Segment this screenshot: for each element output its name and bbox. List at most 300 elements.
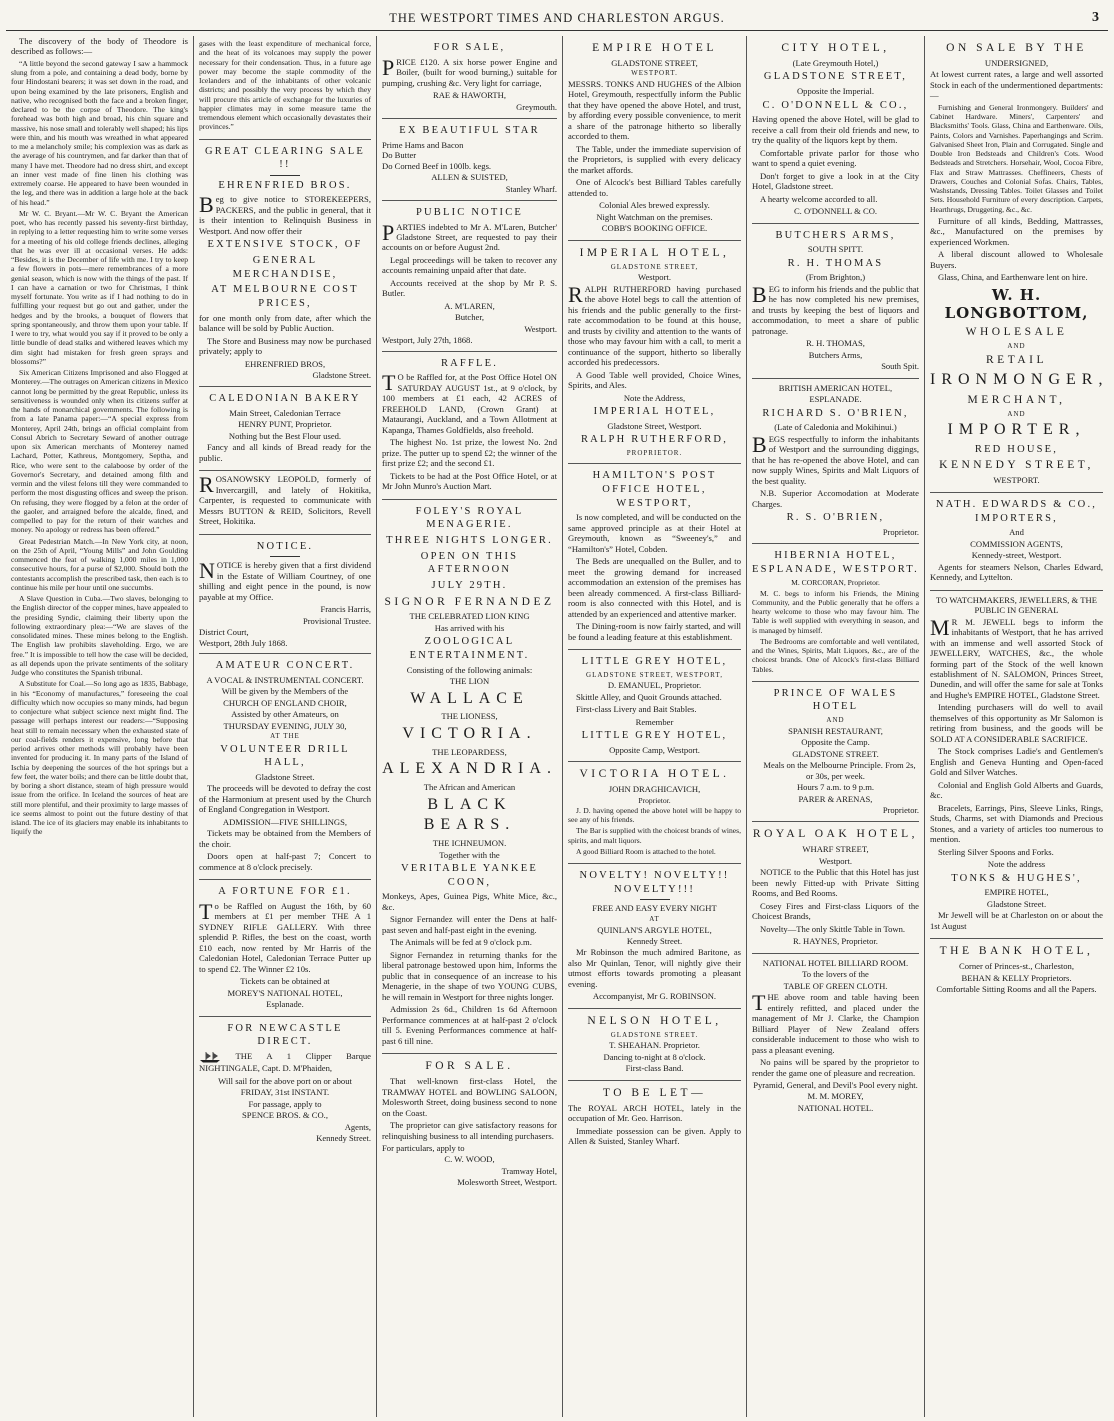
ad-line: SPENCE BROS. & CO., xyxy=(242,1110,328,1121)
ad-body: Tickets to be had at the Post Office Hotel, or at Mr John Munro's Auction Mart. xyxy=(382,470,557,492)
ad-line: D. EMANUEL, Proprietor. xyxy=(607,680,702,691)
page-number: 3 xyxy=(1092,10,1100,25)
ad-body: Tickets may be obtained from the Members of the choir. xyxy=(199,828,371,849)
ad-little-grey-hotel xyxy=(568,650,741,762)
ad-line: Westport, 28th July 1868. xyxy=(199,637,288,648)
ad-body: The Beds are unequalled on the Buller, and to meet the growing demand for increased accommodation an extension of the premises has been already commenced. A first-class Billiard-room is also connected with this Hotel, and is attended by an experienced and attentive marker. xyxy=(568,556,741,619)
ad-line: QUINLAN'S ARGYLE HOTEL, xyxy=(597,924,712,935)
ad-line: BLACK BEARS. xyxy=(423,795,516,834)
ad-line: IMPERIAL HOTEL, xyxy=(593,406,716,418)
ad-notice-dividend xyxy=(199,535,371,654)
ad-line: PROPRIETOR. xyxy=(626,448,683,457)
ad-line: And xyxy=(1009,527,1024,538)
divider xyxy=(640,899,670,900)
ad-hibernia-hotel xyxy=(752,544,919,682)
ad-victoria-hotel xyxy=(568,762,741,864)
ad-line: Colonial Ales brewed expressly. xyxy=(599,200,710,211)
ad-text: THE A 1 Clipper Barque NIGHTINGALE, Capt. D. M'Phaiden, xyxy=(199,1051,371,1074)
ad-menagerie xyxy=(382,500,557,1054)
ad-line: GLADSTONE STREET, xyxy=(610,262,699,271)
ad-line: THE ICHNEUMON. xyxy=(432,838,507,849)
ad-body: Signor Fernandez will enter the Dens at half-past seven and half-past eight in the evening. xyxy=(382,914,557,935)
ad-line: For passage, apply to xyxy=(248,1098,322,1109)
ad-title: RAFFLE. xyxy=(440,357,499,369)
column-1 xyxy=(6,36,194,1417)
ad-beautiful-star xyxy=(382,119,557,201)
ad-body: BEGS respectfully to inform the inhabitants of Westport and the surrounding diggings, that he has re-opened the above Hotel, and can now supply Wines, Spirits and Malt Liquors of the best quality. xyxy=(752,431,919,486)
ad-longbottom xyxy=(930,36,1108,493)
ad-raffle xyxy=(382,352,557,500)
ad-body: Colonial and English Gold Alberts and Guards, &c. xyxy=(930,779,1103,801)
ad-signature: EHRENFRIED BROS, xyxy=(244,358,326,369)
ad-line: KENNEDY STREET, xyxy=(939,459,1094,472)
ad-line: GLADSTONE STREET, WESTPORT, xyxy=(586,670,723,679)
ad-title: THE BANK HOTEL, xyxy=(939,945,1094,958)
ad-body: Intending purchasers will do well to avail themselves of this opportunity as Mr Salomon is retiring from business, and the goods will be SOLD AT A CONSIDERABLE SACRIFICE. xyxy=(930,702,1103,744)
ad-body xyxy=(199,1051,371,1074)
ad-body: ROSANOWSKY LEOPOLD, formerly of Invercargill, and lately of Hokitika, Carpenter, is requested to communicate with Messrs BUTTON & REID, Solicitors, Revell Street, Hokitika. xyxy=(199,472,371,527)
ad-body: MR M. JEWELL begs to inform the inhabitants of Westport, that he has arrived with an immense and well assorted Stock of JEWELLERY, WATCHES, &c., the whole forming part of the Stock of the well known establishment of N. SALOMON, Princes Street, Dunedin, and will offer the same for sale at Tonks and Hughe's EMPIRE HOTEL, Gladstone Street. xyxy=(930,614,1103,700)
ad-body: J. D. having opened the above hotel will be happy to see any of his friends. xyxy=(568,805,741,825)
article-bryant: Mr W. C. Bryant.—Mr W. C. Bryant the American poet, who has recently passed his seventy-first birthday, in replying to a letter requesting him to write some verses for a meeting of his old college friends declines, alleging that he was ever ill at occasional verses. He adds: “Besides, it is the December of life with me. I try to keep a few flowers in pots—mere remembrances of a more genial season, which is now with the things of the past. If I can have a carnation or two for Christmas, I think myself fortunate. You write as if I had nothing to do in fulfilling your request but go out and gather, under the hedges and by the brooks, a bouquet of flowers that spring spontaneously, and throw them upon your table. If I were to try, what would you say if it proved to be only a little bundle of dead stalks and withered leaves which my dim sight had mistaken for fresh green sprays and blossoms?” xyxy=(11,208,188,366)
ad-line: UNDERSIGNED, xyxy=(984,57,1049,68)
ad-line: THE LION xyxy=(449,676,490,687)
ad-signature: Westport. xyxy=(524,323,557,334)
ad-title: LITTLE GREY HOTEL, xyxy=(581,656,728,668)
ad-body: NOTICE to the Public that this Hotel has just been newly Fitted-up with Private Sitting Rooms, and Bed Rooms. xyxy=(752,867,919,899)
ad-body: Accounts received at the shop by Mr P. S. Butler. xyxy=(382,277,557,299)
ad-newcastle-ship xyxy=(199,1017,371,1149)
ad-line: AT THE xyxy=(270,732,300,741)
ad-body: The Animals will be fed at 9 o'clock p.m. xyxy=(390,937,532,948)
ad-signature: C. W. WOOD, xyxy=(444,1154,495,1165)
ad-title: ON SALE BY THE xyxy=(946,42,1087,54)
ad-for-sale-tramway xyxy=(382,1054,557,1194)
ad-signature: Tramway Hotel, xyxy=(501,1165,557,1176)
ad-line: Gladstone Street, Westport. xyxy=(607,420,702,431)
ad-line: RED HOUSE, xyxy=(974,443,1059,455)
ad-line: JULY 29TH. xyxy=(431,579,508,591)
ad-location: Stanley Wharf. xyxy=(505,183,557,194)
ad-title: NELSON HOTEL, xyxy=(587,1014,722,1027)
ad-line: Consisting of the following animals: xyxy=(406,664,533,675)
ad-signature: M. M. MOREY, xyxy=(807,1091,864,1102)
ad-body: N.B. Superior Accomodation at Moderate Charges. xyxy=(752,488,919,509)
ad-line: CHURCH OF ENGLAND CHOIR, xyxy=(223,697,347,708)
columns xyxy=(6,36,1108,1417)
ad-title: AMATEUR CONCERT. xyxy=(215,660,355,672)
ad-line: Opposite the Camp. xyxy=(801,737,870,748)
ad-title: EX BEAUTIFUL STAR xyxy=(399,124,540,136)
ad-line: FREE AND EASY EVERY NIGHT xyxy=(592,903,717,914)
ad-line: VERITABLE YANKEE COON, xyxy=(401,863,538,888)
ad-bank-hotel xyxy=(930,939,1103,1000)
divider xyxy=(270,556,300,557)
ad-line: Opposite the Imperial. xyxy=(796,86,875,97)
ad-body: The proceeds will be devoted to defray the cost of the Harmonium at present used by the Church of England Congregation in Westport. xyxy=(199,783,371,815)
ad-body: A hearty welcome accorded to all. xyxy=(760,193,878,204)
ad-for-sale-engine xyxy=(382,36,557,119)
ad-title: NATH. EDWARDS & CO., IMPORTERS, xyxy=(935,498,1098,524)
ad-title: TO WATCHMAKERS, JEWELLERS, & THE PUBLIC IN GENERAL xyxy=(936,594,1097,616)
article-theodore-body: “A little beyond the second gateway I saw a hammock slung from a pole, and containing a dead body, borne by four Hindostani bearers; it was set down in the road, and upon being examined by the late prisoners, English and native, who recognised both the face and a broken finger, declared to be the corpse of Theodore. The king's forehead was both high and broad, his chin square and massive, his nose small and tolerably well shaped; his lips were thin, and his mouth was wreathed in what appeared to me a melancholy smile; his complexion was as dark as the average of his countrymen, and far darker than that of many I have met. Theodore had no dress shirt, and except an inner vest made of fine linen his clothing was extremely coarse. He appeared to have been wounded in the leg, and there was in addition a large hole at the back of his head.” xyxy=(11,58,188,207)
ad-signature: Butcher, xyxy=(454,312,484,323)
ad-body: Mr Robinson the much admired Baritone, as also Mr Quinlan, Tenor, will nightly give their utmost efforts towards promoting a pleasant evening. xyxy=(568,947,741,989)
ad-signature: Francis Harris, xyxy=(320,604,371,615)
ad-line: FRIDAY, 31st INSTANT. xyxy=(240,1087,330,1098)
ad-line: Agents, xyxy=(344,1121,371,1132)
ad-body: The Bar is supplied with the choicest brands of wines, spirits, and malt liquors. xyxy=(568,826,741,845)
column-3 xyxy=(377,36,563,1417)
ad-body: Admission 2s 6d., Children 1s 6d Afternoon Performance commences at at half-past 2 o'clock till 5. Evening Performances commence at half-past 6 till nine. xyxy=(382,1004,557,1046)
ad-line: WESTPORT. xyxy=(631,69,678,78)
ad-body: The Stock comprises Ladie's and Gentlemen's English and Geneva Hunting and Open-faced Gold and Silver Watches. xyxy=(930,746,1103,778)
ad-line: First-class Band. xyxy=(625,1063,684,1074)
article-americans-flogged: Six American Citizens Imprisoned and also Flogged at Monterey.—The outrages on American citizens in Mexico cannot long be permitted by the great Republic, unless its sensitiveness is wounded only when its citizens suffer at the hands of monarchical governments. The following is from a late Panama paper:—“A special express from Monterey, April 24th, brings an official complaint from Consul Abrich to Secretary Seward of another outrage upon six American merchants of Monterey named Lachard, Potter, Kathreus, Montgomery, Septha, and Rice, who were sent to the calaboose by order of the Governor's Secretary, and detained among filth and vermin and the vilest felons till they were commanded to perform the most disgusting offices and sweep the prison. On refusing, they were flogged by a felon at the order of the gaoler, and arraigned before the alcalde, fined, and compelled to pay for the return of their watches and money. No apology or redress has been offered.” xyxy=(11,368,188,535)
ad-line: VOLUNTEER DRILL HALL, xyxy=(220,743,350,769)
ad-line: Kennedy-street, Westport. xyxy=(971,550,1062,561)
ad-line: The African and American xyxy=(423,782,516,793)
ad-to-be-let xyxy=(568,1081,741,1154)
ad-body: Furniture of all kinds, Bedding, Mattrasses, &c., Manufactured on the premises by experienced Workmen. xyxy=(930,215,1103,247)
ad-novelty xyxy=(568,864,741,1009)
ad-title: FOLEY'S ROYAL MENAGERIE. xyxy=(415,505,524,531)
ad-title: PRINCE OF WALES HOTEL xyxy=(773,687,898,713)
ad-body: PRICE £120. A six horse power Engine and Boiler, (built for wood burning,) suitable for pumping, crushing &c. Very light for carriage, xyxy=(382,54,557,88)
ad-line: Will be given by the Members of the xyxy=(221,686,349,697)
ad-body: Comfortable private parlor for those who want to spend a quiet evening. xyxy=(752,147,919,169)
ad-items: Furnishing and General Ironmongery. Builders' and Cabinet Hardware. Miners', Carpenters' and Blacksmiths' Tools. Glass, China and Earthenware. Oils, Paints, Colors and Varnishes. Paperhangings and Scrim. Galvanised Sheet Iron, Plain and Corrugated. Single and Double Iron Bedsteads and Children's Cots. Wood Bedsteads and Stretchers. Horsehair, Wool, Cocoa Fibre, Flax and Straw Mattrasses. Cheffineers, Chests of Drawers, Couches and Colonial Sofas. Chairs, Tables, Washstands, Dressing Tables. Toilet Glasses and Toilet Sets. Household Furniture of every description. Carpets, Hearthrugs, Druggeting, &c., &c. xyxy=(930,102,1103,214)
ad-line: Night Watchman on the premises. xyxy=(596,211,713,222)
ad-line: Esplanade. xyxy=(266,999,304,1010)
ad-body: for one month only from date, after which the balance will be sold by Public Auction. xyxy=(199,312,371,334)
ad-date: Westport, July 27th, 1868. xyxy=(382,335,473,346)
ad-body: Sterling Silver Spoons and Forks. xyxy=(938,846,1054,857)
article-coal-substitute: A Substitute for Coal.—So long ago as 1835, Babbage, in his “Economy of manufactures,” foreseeing the coal difficulty which now occupies so many minds, had begun to conjecture what subject science next might find. The passage will perhaps interest our readers:—“Supposing heat still to remain necessary when the exhausted state of our coal-fields renders it expensive, long before that period arrives other methods will probably have been invented for producing it. In many parts of the Island of Ischia by deepening the sources of the hot springs but a few feet, the water boils; and there can be little doubt that, by boring a short distance, steam of high pressure would issue from the orifice. In Iceland the sources of heat are still more plentiful, and their proximity to large masses of ice seems almost to point out the future destiny of that island. The ice of its glaciers may enable its inhabitants to liquify the xyxy=(11,679,188,837)
ad-body: THE above room and table having been entirely refitted, and placed under the management of Mr J. Clarke, the Champion Billiard Player of New Zealand offers considerable inducement to those who wish to pass a pleasant evening. xyxy=(752,990,919,1055)
ad-line: Accompanyist, Mr G. ROBINSON. xyxy=(592,991,717,1002)
ad-line: Gladstone Street. xyxy=(255,771,315,782)
ad-city-hotel xyxy=(752,36,919,224)
ad-fortune xyxy=(199,880,371,1016)
ad-line: Has arrived with his xyxy=(434,622,505,633)
ad-line: Together with the xyxy=(439,849,500,860)
ad-line: BEHAN & KELLY Proprietors. xyxy=(961,972,1072,983)
ad-title: NOVELTY! NOVELTY!! NOVELTY!!! xyxy=(579,870,730,895)
ad-line: Dancing to-night at 8 o'clock. xyxy=(603,1051,706,1062)
ad-signature: South Spit. xyxy=(881,361,919,372)
ad-butchers-arms xyxy=(752,224,919,379)
ad-line: Corner of Princes-st., Charleston, xyxy=(958,961,1075,972)
ad-body: Legal proceedings will be taken to recover any accounts remaining unpaid after that date. xyxy=(382,254,557,276)
ad-body: Immediate possession can be given. Apply to Allen & Suisted, Stanley Wharf. xyxy=(568,1125,741,1147)
ad-empire-hotel xyxy=(568,36,741,241)
ad-line: THE CELEBRATED LION KING xyxy=(409,611,530,622)
ad-title: VICTORIA HOTEL. xyxy=(579,768,730,781)
ad-body: BEG to inform his friends and the public that he has now completed his new premises, and trusts by keeping the best of liquors and accommodation, to meet a share of public patronage. xyxy=(752,281,919,336)
ad-title: CALEDONIAN BAKERY xyxy=(209,393,361,405)
ad-body: The highest No. 1st prize, the lowest No. 2nd prize. The putter up to spend £2; the winner of the first prize £2; and the second £1. xyxy=(382,437,557,469)
ad-body: Beg to give notice to STOREKEEPERS, PACKERS, and the public in general, that it is their intention to Relinquish Business in Westport. And now offer their xyxy=(199,192,371,236)
ad-body: PARTIES indebted to Mr A. M'Laren, Butcher' Gladstone Street, are requested to pay their accounts on or before August 2nd. xyxy=(382,219,557,253)
ad-line: C. O'DONNELL & CO., xyxy=(762,99,909,111)
ad-line: Nothing but the Best Flour used. xyxy=(228,430,342,441)
ad-title: GREAT CLEARING SALE !! xyxy=(204,145,366,171)
ad-line: ESPLANADE. xyxy=(809,394,862,405)
ad-line: Note the address xyxy=(987,859,1046,870)
ad-line: WHOLESALE xyxy=(965,326,1068,339)
ad-body: Glass, China, and Earthenware lent on hire. xyxy=(938,272,1088,283)
ad-line: TABLE OF GREEN CLOTH. xyxy=(783,980,888,991)
ad-body: The proprietor can give satisfactory reasons for relinquishing business to all intending purchasers. xyxy=(382,1120,557,1141)
ad-line: Tickets can be obtained at xyxy=(240,976,330,987)
ad-signature: A. M'LAREN, xyxy=(444,300,495,311)
ad-body: No pains will be spared by the proprietor to render the game one of pleasure and recreation. xyxy=(752,1057,919,1078)
ad-line: OPEN ON THIS AFTERNOON xyxy=(420,550,519,576)
ad-title: BRITISH AMERICAN HOTEL, xyxy=(778,382,893,393)
ad-title: HAMILTON'S POST OFFICE HOTEL, WESTPORT, xyxy=(592,470,717,509)
ad-line: AND xyxy=(1007,342,1026,351)
ad-body: At lowest current rates, a large and well assorted Stock in each of the undermentioned departments:— xyxy=(930,69,1103,101)
ad-line: GENERAL MERCHANDISE, xyxy=(232,255,338,280)
ad-line: Remember xyxy=(635,716,674,727)
ad-signature: Molesworth Street, Westport. xyxy=(457,1177,557,1188)
ad-signature: ALLEN & SUISTED, xyxy=(431,172,508,183)
ad-line: AND xyxy=(1007,409,1026,418)
ad-title: NOTICE. xyxy=(256,540,314,552)
masthead-title: THE WESTPORT TIMES AND CHARLESTON ARGUS. xyxy=(389,11,725,25)
ad-body: M. C. begs to inform his Friends, the Mining Community, and the Public generally that he offers a hearty welcome to those who may favour him. The Table is well supplied with everything in season, and is managed by himself. xyxy=(752,588,919,635)
ad-body: Fancy and all kinds of Bread ready for the public. xyxy=(199,442,371,463)
ad-imperial-hotel xyxy=(568,241,741,465)
article-pedestrian-match: Great Pedestrian Match.—In New York city, at noon, on the 25th of April, “Young Mills” and John Goulding commenced the feat of walking 1,000 miles in 1,000 consecutive hours, for a purse of $2,000. Should both the contestants accomplish the prescribed task, then each is to continue his mile per hour until one succumbs. xyxy=(11,536,188,592)
ad-amateur-concert xyxy=(199,654,371,880)
ad-line: THE LEOPARDESS, xyxy=(432,746,507,757)
ad-body: Bracelets, Earrings, Pins, Sleeve Links, Rings, Studs, Charms, set with Diamonds and Precious Stones, and a variety of articles too numerous to mention. xyxy=(930,802,1103,845)
ad-line: Do Corned Beef in 100lb. kegs. xyxy=(382,160,492,171)
longbottom-name: W. H. LONGBOTTOM, xyxy=(944,285,1089,323)
ad-line: AT MELBOURNE COST PRICES, xyxy=(211,284,359,309)
ad-line: LITTLE GREY HOTEL, xyxy=(581,730,728,742)
ad-line: IMPORTER, xyxy=(947,421,1086,439)
ad-signature: R. HAYNES, Proprietor. xyxy=(793,936,878,947)
ad-body: Doors open at half-past 7; Concert to commence at 8 o'clock precisely. xyxy=(199,851,371,872)
ad-body: Cosey Fires and First-class Liquors of the Choicest Brands, xyxy=(752,900,919,922)
ad-signature: R. S. O'BRIEN, xyxy=(786,512,885,524)
ad-body: MESSRS. TONKS AND HUGHES of the Albion Hotel, Greymouth, respectfully inform the Public that they have opened the above Hotel, and trust, by affording every possible convenience, to merit a share of the patronage hitherto so liberally accorded to them. xyxy=(568,78,741,142)
ad-public-notice xyxy=(382,201,557,352)
ad-line: Comfortable Sitting Rooms and all the Papers. xyxy=(936,984,1097,995)
column-5 xyxy=(747,36,925,1417)
ad-line: Westport. xyxy=(819,855,852,866)
ad-body: Mr Jewell will be at Charleston on or about the 1st August xyxy=(930,910,1103,931)
ad-line: District Court, xyxy=(199,627,249,638)
ad-line: Main Street, Caledonian Terrace xyxy=(229,407,341,418)
ad-line: COBB'S BOOKING OFFICE. xyxy=(601,223,708,234)
ad-title: FOR NEWCASTLE DIRECT. xyxy=(227,1022,343,1048)
ad-line: SIGNOR FERNANDEZ xyxy=(384,595,555,608)
ad-body: Having opened the above Hotel, will be glad to receive a call from their old friends and new, to try the quality of the liquors kept by them. xyxy=(752,114,919,146)
ad-line: IRONMONGER, xyxy=(930,370,1108,388)
ad-body: First-class Livery and Bait Stables. xyxy=(576,704,697,715)
ad-line: GLADSTONE STREET. xyxy=(792,748,879,759)
ad-title: A FORTUNE FOR £1. xyxy=(218,886,352,898)
ad-line: TONKS & HUGHES', xyxy=(951,872,1082,884)
ad-line: (Late Greymouth Hotel,) xyxy=(792,57,879,68)
ad-body: The Table, under the immediate supervision of the Proprietors, is supplied with every delicacy the market affords. xyxy=(568,143,741,175)
ad-body: The Store and Business may now be purchased privately; apply to xyxy=(199,335,371,357)
ad-line: A VOCAL & INSTRUMENTAL CONCERT. xyxy=(206,674,364,685)
ad-nelson-hotel xyxy=(568,1009,741,1081)
ad-line: Pyramid, General, and Devil's Pool every night. xyxy=(753,1080,918,1090)
ad-nath-edwards xyxy=(930,493,1103,591)
ad-signature: Proprietor. xyxy=(882,805,919,816)
ad-signature: Butchers Arms, xyxy=(808,349,863,360)
ad-line: VICTORIA. xyxy=(402,724,537,742)
ad-body: That well-known first-class Hotel, the TRAMWAY HOTEL and BOWLING SALOON, Molesworth Street, doing business second to none on the Coast. xyxy=(382,1076,557,1118)
ad-line: RETAIL xyxy=(986,353,1047,366)
ad-line: Opposite Camp, Westport. xyxy=(609,744,700,755)
ad-line: Gladstone Street. xyxy=(986,898,1047,909)
ad-line: HENRY PUNT, Proprietor. xyxy=(238,419,332,430)
ad-line: (From Brighton,) xyxy=(805,272,866,283)
ad-body: A Good Table well provided, Choice Wines, Spirits, and Ales. xyxy=(568,369,741,391)
ad-body: The ROYAL ARCH HOTEL, lately in the occupation of Mr. Geo. Harrison. xyxy=(568,1102,741,1124)
ad-line: THE LIONESS, xyxy=(441,711,498,722)
ad-line: EMPIRE HOTEL, xyxy=(984,887,1049,898)
ad-body: The Bedrooms are comfortable and well ventilated, and the Wines, Spirits, Malt Liquors, &c., are of the choicest brands. One of Alcock's first-class Billiard Tables. xyxy=(752,636,919,674)
ad-line: AT xyxy=(649,914,660,923)
ad-line: EXTENSIVE STOCK, OF xyxy=(207,239,363,251)
ad-clearing-sale xyxy=(199,140,371,388)
ad-title: HIBERNIA HOTEL, ESPLANADE, WESTPORT. xyxy=(752,550,919,575)
ad-line: SOUTH SPITT. xyxy=(807,244,864,255)
ad-line: THURSDAY EVENING, JULY 30, xyxy=(223,720,347,731)
ad-signature: NATIONAL HOTEL. xyxy=(797,1102,874,1113)
ad-line: Assisted by other Amateurs, on xyxy=(231,709,339,720)
ad-line: RICHARD S. O'BRIEN, xyxy=(762,407,909,419)
article-slave-question: A Slave Question in Cuba.—Two slaves, belonging to the English director of the copper mines, have appealed to the presiding Syndic, claiming their liberty upon the following extraordinary plea:—“We are slaves of the consolidated mines. These mines belong to the English. The English law prohibits slaveholding. Ergo, we are free.” It is impossible to tell how the case will be decided, as all depends upon the private sentiments of the solitary Judge who constitutes the Spanish tribunal. xyxy=(11,594,188,678)
masthead xyxy=(6,0,1108,31)
ad-body: TO be Raffled for, at the Post Office Hotel ON SATURDAY AUGUST 1st., at 9 o'clock, by 100 members at £1 each, 42 ACRES of FREEHOLD LAND, (Crown Grant) at Mataurangi, Auckland, and a Town Allotment at Kapanga, Thames Goldfields, also freehold. xyxy=(382,370,557,435)
ad-watchmakers xyxy=(930,591,1103,940)
ad-firm: EHRENFRIED BROS. xyxy=(218,179,352,191)
ad-prince-of-wales-hotel xyxy=(752,682,919,823)
column-6 xyxy=(925,36,1108,1417)
ad-line: ALEXANDRIA. xyxy=(382,760,557,778)
ad-body: Agents for steamers Nelson, Charles Edward, Kennedy, and Lyttelton. xyxy=(930,561,1103,583)
ad-line: For particulars, apply to xyxy=(382,1143,465,1153)
ad-body: A liberal discount allowed to Wholesale Buyers. xyxy=(930,249,1103,270)
article-coal-continued xyxy=(199,36,371,140)
ad-line: T. SHEAHAN. Proprietor. xyxy=(609,1040,700,1051)
ad-signature: RAE & HAWORTH, xyxy=(432,90,507,101)
ad-line: To the lovers of the xyxy=(802,969,869,980)
ad-body: RALPH RUTHERFORD having purchased the above Hotel begs to call the attention of his friends and the public generally to the first-rate accommodation to be found at this house, and trusts by civility and attention to the wants of those who may favour him with a call, to merit a continuance of the support, hitherto so liberally accorded his predecessors. xyxy=(568,281,741,368)
divider xyxy=(270,175,300,176)
ad-rosanowsky xyxy=(199,471,371,534)
ad-line: Will sail for the above port on or about xyxy=(218,1075,352,1086)
ad-line: WALLACE xyxy=(410,689,529,707)
ad-body: Signor Fernandez in returning thanks for the liberal patronage bestowed upon him, Informs the public that in consequence of an increase to his Menagerie, in the shape of two YOUNG CUBS, he will remain in Westport for three nights longer. xyxy=(382,949,557,1002)
ad-title: FOR SALE. xyxy=(425,1060,514,1073)
ad-signature: PARER & ARENAS, xyxy=(798,793,873,804)
ad-british-american-hotel xyxy=(752,379,919,544)
ad-line: Westport. xyxy=(638,272,671,283)
ad-line: COMMISSION AGENTS, xyxy=(970,538,1063,549)
article-coal-end: gases with the least expenditure of mechanical force, and the heat of its volcanoes may supply the power necessary for their condensation. Thus, in a future age power may become the staple commodity of the Icelanders and of the inhabitants of other volcanic districts; and possibly the very process by which they will procure this article of exchange for the luxuries of happier climates may in some measure tame the tremendous element which occasionally devastates their provinces.” xyxy=(199,39,371,132)
ad-title: CITY HOTEL, xyxy=(781,42,890,54)
ad-line: GLADSTONE STREET. xyxy=(610,1030,699,1039)
ad-line: THREE NIGHTS LONGER. xyxy=(386,534,553,546)
ad-title: NATIONAL HOTEL BILLIARD ROOM. xyxy=(762,957,909,968)
ad-line: GLADSTONE STREET, xyxy=(763,71,908,83)
ad-signature: C. O'DONNELL & CO. xyxy=(793,206,878,217)
ad-title: FOR SALE, xyxy=(433,42,506,53)
ad-national-hotel-billiard xyxy=(752,954,919,1120)
ad-line: SPANISH RESTAURANT, xyxy=(788,725,883,736)
ad-line: Do Butter xyxy=(382,150,417,161)
ad-line: Hours 7 a.m. to 9 p.m. xyxy=(796,782,875,793)
ship-icon xyxy=(199,1051,221,1063)
ad-line: JOHN DRAGHICAVICH, xyxy=(608,784,701,795)
column-4 xyxy=(563,36,747,1417)
ad-title: EMPIRE HOTEL xyxy=(592,42,717,54)
ad-location: Greymouth. xyxy=(516,101,557,112)
ad-line: ADMISSION—FIVE SHILLINGS, xyxy=(222,816,348,827)
ad-body: Meals on the Melbourne Principle. From 2s, or 30s, per week. xyxy=(763,760,916,781)
column-2 xyxy=(194,36,377,1417)
ad-body: Don't forget to give a look in at the City Hotel, Gladstone street. xyxy=(752,170,919,192)
ad-line: Kennedy Street. xyxy=(316,1132,371,1143)
article-theodore-intro: The discovery of the body of Theodore is described as follows:— xyxy=(11,36,188,57)
ad-line: Note the Address, xyxy=(623,392,686,403)
ad-line: Prime Hams and Bacon xyxy=(382,139,464,150)
ad-title: ROYAL OAK HOTEL, xyxy=(752,828,919,841)
ad-line: ZOOLOGICAL ENTERTAINMENT. xyxy=(409,636,530,662)
ad-line: Proprietor. xyxy=(638,795,671,805)
ad-line: Kennedy Street. xyxy=(626,935,683,946)
ad-line: (Late of Caledonia and Mokihinui.) xyxy=(774,422,897,433)
ad-body: Novelty—The only Skittle Table in Town. xyxy=(760,923,906,934)
ad-title: TO BE LET— xyxy=(602,1086,707,1099)
ad-line: RALPH RUTHERFORD, xyxy=(580,434,729,446)
ad-signature: R. H. THOMAS, xyxy=(806,338,865,349)
ad-title: IMPERIAL HOTEL, xyxy=(579,246,730,259)
ad-body: The Dining-room is now fairly started, and will be found a leading feature at this establishment. xyxy=(568,621,741,642)
ad-line: AND xyxy=(826,716,845,725)
ad-line: GLADSTONE STREET, xyxy=(611,57,698,68)
ad-line: M. CORCORAN, Proprietor. xyxy=(791,578,880,588)
ad-line: WESTPORT. xyxy=(993,475,1040,486)
ad-line: MOREY'S NATIONAL HOTEL, xyxy=(227,987,343,998)
ad-line: WHARF STREET, xyxy=(802,844,869,855)
ad-body: Monkeys, Apes, Guinea Pigs, White Mice, &c., &c. xyxy=(382,891,557,912)
ad-title: BUTCHERS ARMS, xyxy=(775,229,896,241)
ad-body: One of Alcock's best Billiard Tables carefully attended to. xyxy=(568,177,741,198)
ad-body: A good Billiard Room is attached to the hotel. xyxy=(576,846,716,856)
ad-line: R. H. THOMAS xyxy=(787,257,884,269)
ad-caledonian-bakery xyxy=(199,387,371,471)
ad-body: Is now completed, and will be conducted on the same approved principle as at their Hotel at Greymouth, known as “Sweeney's,” and “Hamilton's” Hotel, Cobden. xyxy=(568,512,741,554)
ad-signature: Proprietor. xyxy=(882,526,919,537)
ad-line: MERCHANT, xyxy=(967,393,1066,406)
ad-location: Gladstone Street. xyxy=(312,369,371,380)
ad-body: Skittle Alley, and Quoit Grounds attached. xyxy=(576,691,722,702)
ad-hamiltons-hotel xyxy=(568,464,741,650)
ad-body: NOTICE is hereby given that a first dividend in the Estate of William Courtney, of one shilling and eight pence in the pound, is now payable at my Office. xyxy=(199,558,371,602)
ad-signature: Provisional Trustee. xyxy=(302,615,371,626)
